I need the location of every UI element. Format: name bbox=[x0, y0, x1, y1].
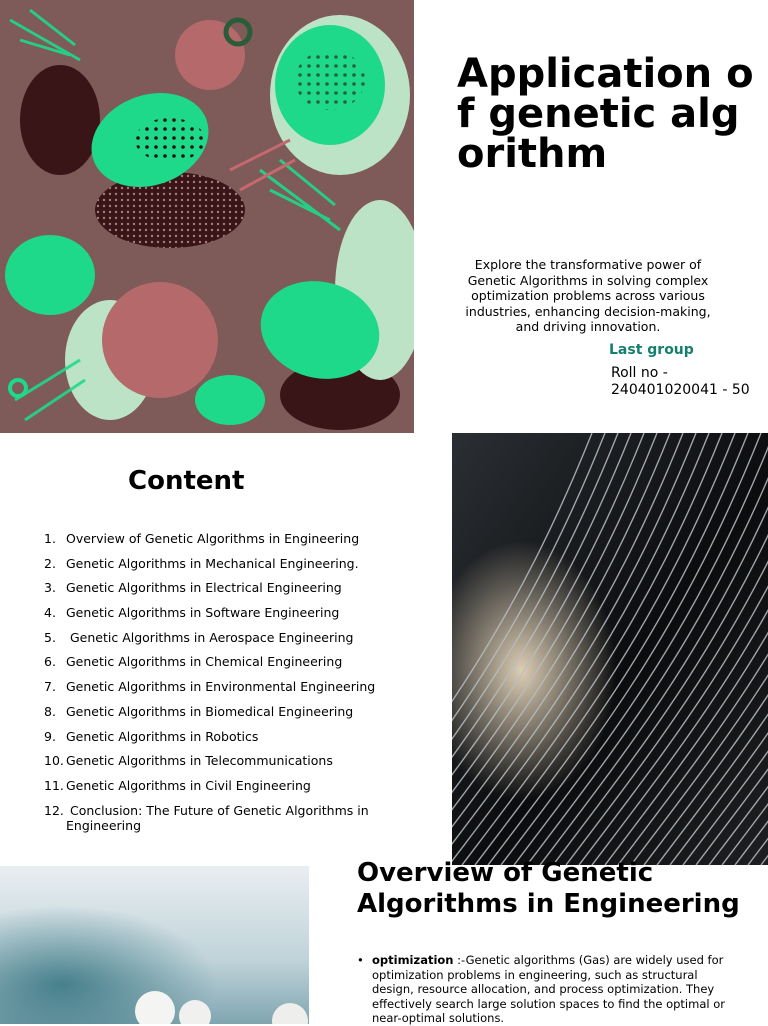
toc-item bbox=[40, 704, 440, 720]
wave-lines-illustration bbox=[452, 433, 768, 865]
content-heading: Content bbox=[128, 466, 245, 496]
toc-item bbox=[40, 531, 440, 547]
toc-item bbox=[40, 654, 440, 670]
toc-item bbox=[40, 580, 440, 596]
abstract-waves-image bbox=[452, 433, 768, 865]
toc-item-text: Genetic Algorithms in Chemical Engineering bbox=[66, 654, 343, 670]
toc-item-number: 7. bbox=[44, 679, 56, 695]
toc-item-text: Genetic Algorithms in Environmental Engineering bbox=[66, 679, 376, 695]
toc-item bbox=[40, 679, 440, 695]
table-of-contents bbox=[40, 531, 440, 843]
toc-item-text: Overview of Genetic Algorithms in Engineering bbox=[66, 531, 360, 546]
overview-heading: Overview of Genetic Algorithms in Engineering bbox=[357, 858, 740, 919]
toc-item-text: Genetic Algorithms in Electrical Engineering bbox=[66, 580, 342, 596]
toc-item bbox=[40, 803, 440, 834]
photo-image bbox=[0, 866, 309, 1024]
bullet-symbol: • bbox=[357, 953, 364, 967]
toc-item-text: Genetic Algorithms in Telecommunications bbox=[66, 753, 333, 769]
toc-item bbox=[40, 556, 440, 572]
toc-item bbox=[40, 605, 440, 621]
toc-item-number: 6. bbox=[44, 654, 56, 670]
toc-item-number: 1. bbox=[44, 531, 56, 546]
toc-item-number: 2. bbox=[44, 555, 56, 571]
tropical-leaves-illustration bbox=[0, 0, 414, 433]
toc-item-number: 4. bbox=[44, 605, 56, 621]
toc-item-number: 10. bbox=[44, 753, 64, 769]
toc-item bbox=[40, 630, 440, 646]
toc-item-text: Genetic Algorithms in Civil Engineering bbox=[66, 777, 311, 793]
toc-item bbox=[40, 753, 440, 769]
tropical-leaves-image bbox=[0, 0, 414, 433]
toc-item bbox=[40, 778, 440, 794]
blurred-photo bbox=[0, 866, 309, 1024]
toc-item-number: 11. bbox=[44, 777, 64, 793]
slide-subtitle: Explore the transformative power of Genetic Algorithms in solving complex optimization problems across various industries, enhancing decision-making, and driving innovation. bbox=[465, 257, 711, 334]
roll-number: Roll no - 240401020041 - 50 bbox=[611, 365, 750, 398]
group-label: Last group bbox=[609, 342, 694, 358]
toc-item-number: 9. bbox=[44, 728, 56, 744]
bullet-text: :-Genetic algorithms (Gas) are widely used for optimization problems in engineering, such as structural design, resource allocation, and process optimization. They effectively search large solution spaces to find the optimal or near-optimal solutions. bbox=[372, 953, 725, 1025]
toc-item-number: 3. bbox=[44, 580, 56, 596]
bullet-keyword: optimization bbox=[372, 953, 454, 967]
toc-item-number: 12. bbox=[44, 802, 64, 818]
toc-item-text: Genetic Algorithms in Biomedical Engineering bbox=[66, 703, 354, 719]
bullet-paragraph bbox=[357, 953, 727, 1026]
toc-item-text: Genetic Algorithms in Robotics bbox=[66, 728, 259, 744]
toc-item-number: 5. bbox=[44, 629, 56, 645]
toc-item-text: Genetic Algorithms in Software Engineering bbox=[66, 605, 340, 621]
toc-item-text: Conclusion: The Future of Genetic Algorithms in Engineering bbox=[66, 802, 373, 834]
slide-title: Application of genetic algorithm bbox=[457, 51, 754, 177]
toc-item-text: Genetic Algorithms in Mechanical Engineering. bbox=[66, 555, 359, 571]
toc-item bbox=[40, 729, 440, 745]
bullet-text-block bbox=[357, 953, 727, 1026]
toc-item-number: 8. bbox=[44, 703, 56, 719]
toc-item-text: Genetic Algorithms in Aerospace Engineering bbox=[66, 629, 354, 645]
